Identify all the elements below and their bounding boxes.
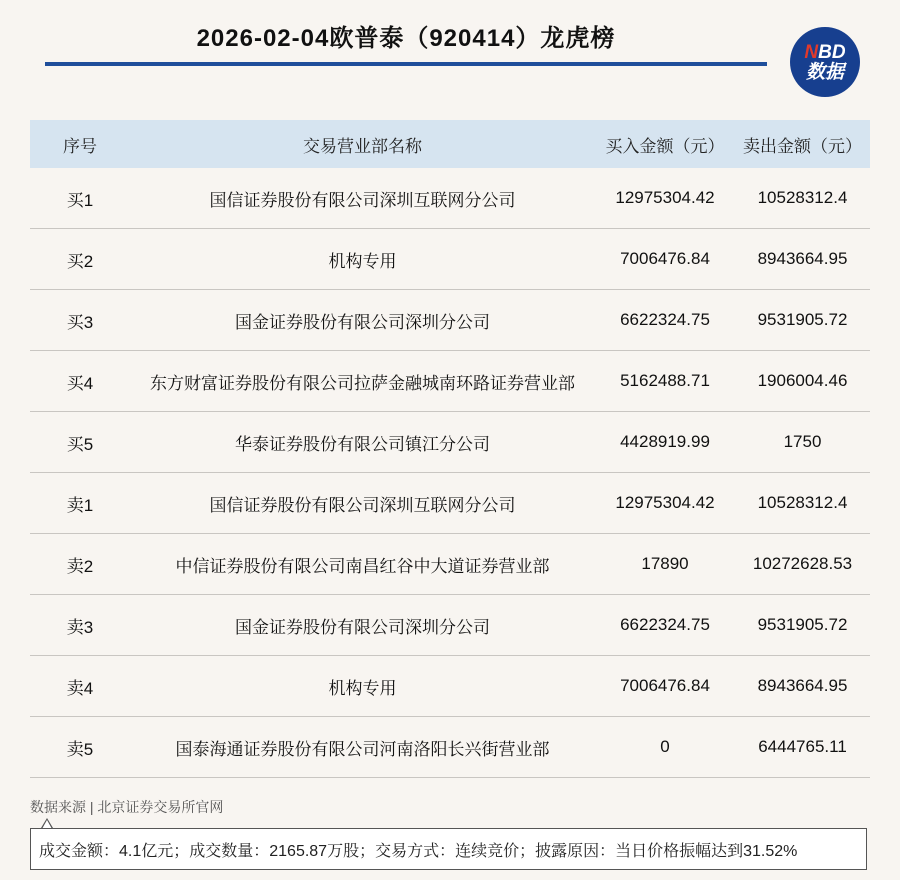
row-buy: 0 xyxy=(660,737,670,756)
row-buy: 4428919.99 xyxy=(620,432,710,451)
row-sell: 8943664.95 xyxy=(757,676,848,695)
nbd-logo xyxy=(790,27,860,97)
row-name: 国泰海通证券股份有限公司河南洛阳长兴街营业部 xyxy=(175,739,550,759)
row-name: 国信证券股份有限公司深圳互联网分公司 xyxy=(209,190,516,210)
table-row xyxy=(30,351,870,412)
note-pointer xyxy=(41,818,53,828)
row-no: 卖1 xyxy=(66,495,94,515)
row-name: 国金证券股份有限公司深圳分公司 xyxy=(235,312,490,332)
row-buy: 5162488.71 xyxy=(620,371,710,390)
row-name: 国金证券股份有限公司深圳分公司 xyxy=(235,617,490,637)
table-row xyxy=(30,473,870,534)
column-header-sell: 卖出金额（元） xyxy=(743,136,862,156)
row-name: 国信证券股份有限公司深圳互联网分公司 xyxy=(209,495,516,515)
logo-n: N xyxy=(804,41,819,63)
table-header xyxy=(30,120,870,168)
row-buy: 17890 xyxy=(641,554,689,573)
row-buy: 7006476.84 xyxy=(620,676,710,695)
column-header-no: 序号 xyxy=(63,136,97,156)
table-row xyxy=(30,168,870,229)
row-buy: 7006476.84 xyxy=(620,249,710,268)
row-sell: 9531905.72 xyxy=(757,615,848,634)
page-title: 2026-02-04欧普泰（920414）龙虎榜 xyxy=(196,25,616,52)
row-name: 中信证券股份有限公司南昌红谷中大道证券营业部 xyxy=(175,556,550,576)
trade-summary-text: 成交金额：4.1亿元；成交数量：2165.87万股；交易方式：连续竞价；披露原因：当日价格振幅达到31.52% xyxy=(39,842,798,860)
row-no: 卖5 xyxy=(66,739,94,759)
row-sell: 10528312.4 xyxy=(757,188,848,207)
row-buy: 12975304.42 xyxy=(615,188,715,207)
column-header-name: 交易营业部名称 xyxy=(303,136,422,156)
row-no: 卖3 xyxy=(66,617,94,637)
row-no: 买1 xyxy=(66,190,94,210)
row-buy: 6622324.75 xyxy=(620,615,710,634)
row-sell: 10272628.53 xyxy=(752,554,853,573)
logo-line-1 xyxy=(804,43,845,62)
table-row xyxy=(30,534,870,595)
row-sell: 9531905.72 xyxy=(757,310,848,329)
row-no: 买4 xyxy=(66,373,94,393)
row-sell: 1906004.46 xyxy=(757,371,848,390)
table-row xyxy=(30,595,870,656)
row-no: 买2 xyxy=(66,251,94,271)
logo-bd: BD xyxy=(818,41,846,63)
data-source: 数据来源 | 北京证券交易所官网 xyxy=(30,799,224,815)
trade-summary-note xyxy=(30,828,867,870)
row-sell: 6444765.11 xyxy=(758,737,847,756)
row-buy: 6622324.75 xyxy=(620,310,710,329)
table-row xyxy=(30,290,870,351)
row-sell: 8943664.95 xyxy=(757,249,848,268)
logo-line-2: 数据 xyxy=(805,61,844,83)
row-no: 买5 xyxy=(66,434,94,454)
table-row xyxy=(30,717,870,778)
row-no: 卖4 xyxy=(66,678,94,698)
table-row xyxy=(30,412,870,473)
row-name: 东方财富证券股份有限公司拉萨金融城南环路证券营业部 xyxy=(150,373,575,393)
row-sell: 10528312.4 xyxy=(757,493,848,512)
row-no: 买3 xyxy=(66,312,94,332)
rankings-table xyxy=(30,120,870,778)
column-header-buy: 买入金额（元） xyxy=(605,136,725,156)
row-name: 华泰证券股份有限公司镇江分公司 xyxy=(235,434,490,454)
row-no: 卖2 xyxy=(66,556,94,576)
row-name: 机构专用 xyxy=(328,251,397,271)
row-buy: 12975304.42 xyxy=(615,493,715,512)
title-underline xyxy=(45,62,767,66)
row-name: 机构专用 xyxy=(328,678,397,698)
row-sell: 1750 xyxy=(783,432,822,451)
table-row xyxy=(30,656,870,717)
table-row xyxy=(30,229,870,290)
